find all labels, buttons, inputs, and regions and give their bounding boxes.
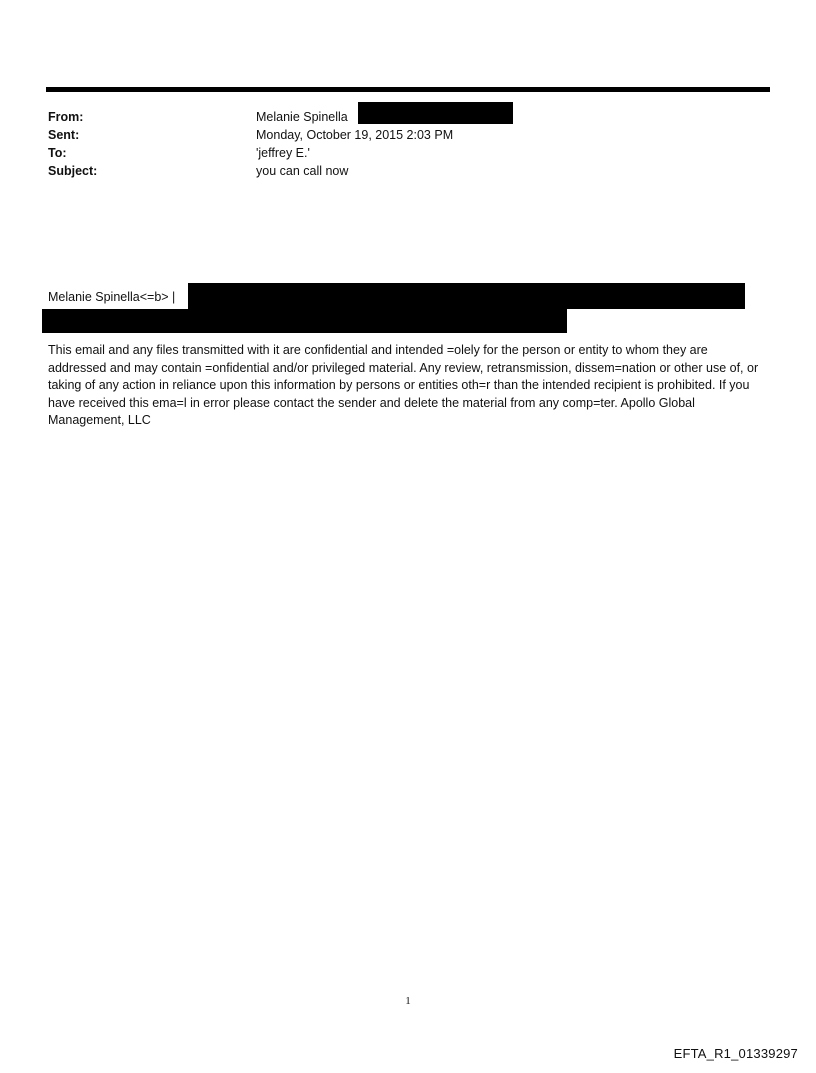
header-divider: [46, 87, 770, 92]
sent-value: Monday, October 19, 2015 2:03 PM: [256, 128, 454, 142]
subject-value: you can call now: [256, 164, 349, 178]
from-email-redaction: [358, 102, 513, 124]
document-id: EFTA_R1_01339297: [673, 1046, 798, 1061]
sent-label: Sent:: [48, 128, 80, 142]
from-label: From:: [48, 110, 84, 124]
from-value: Melanie Spinella: [256, 110, 348, 124]
page-number: 1: [405, 995, 411, 1007]
confidentiality-disclaimer: This email and any files transmitted with it are confidential and intended =olely for the person or entity to whom they are addressed and may contain =onfidential and/or privileged material. Any review, retransmission, dissem=nation or other use of, or taking of any action in reliance upon this information by persons or entities oth=r than the intended recipient is prohibited. If you have received this ema=l in error please contact the sender and delete the material from any comp=ter. Apollo Global Management, LLC: [48, 343, 759, 427]
signature-line: Melanie Spinella<=b> |: [48, 290, 176, 304]
subject-label: Subject:: [48, 164, 98, 178]
signature-redaction-1: [188, 283, 745, 309]
to-label: To:: [48, 146, 67, 160]
signature-redaction-2: [42, 309, 567, 333]
to-value: 'jeffrey E.': [256, 146, 310, 160]
